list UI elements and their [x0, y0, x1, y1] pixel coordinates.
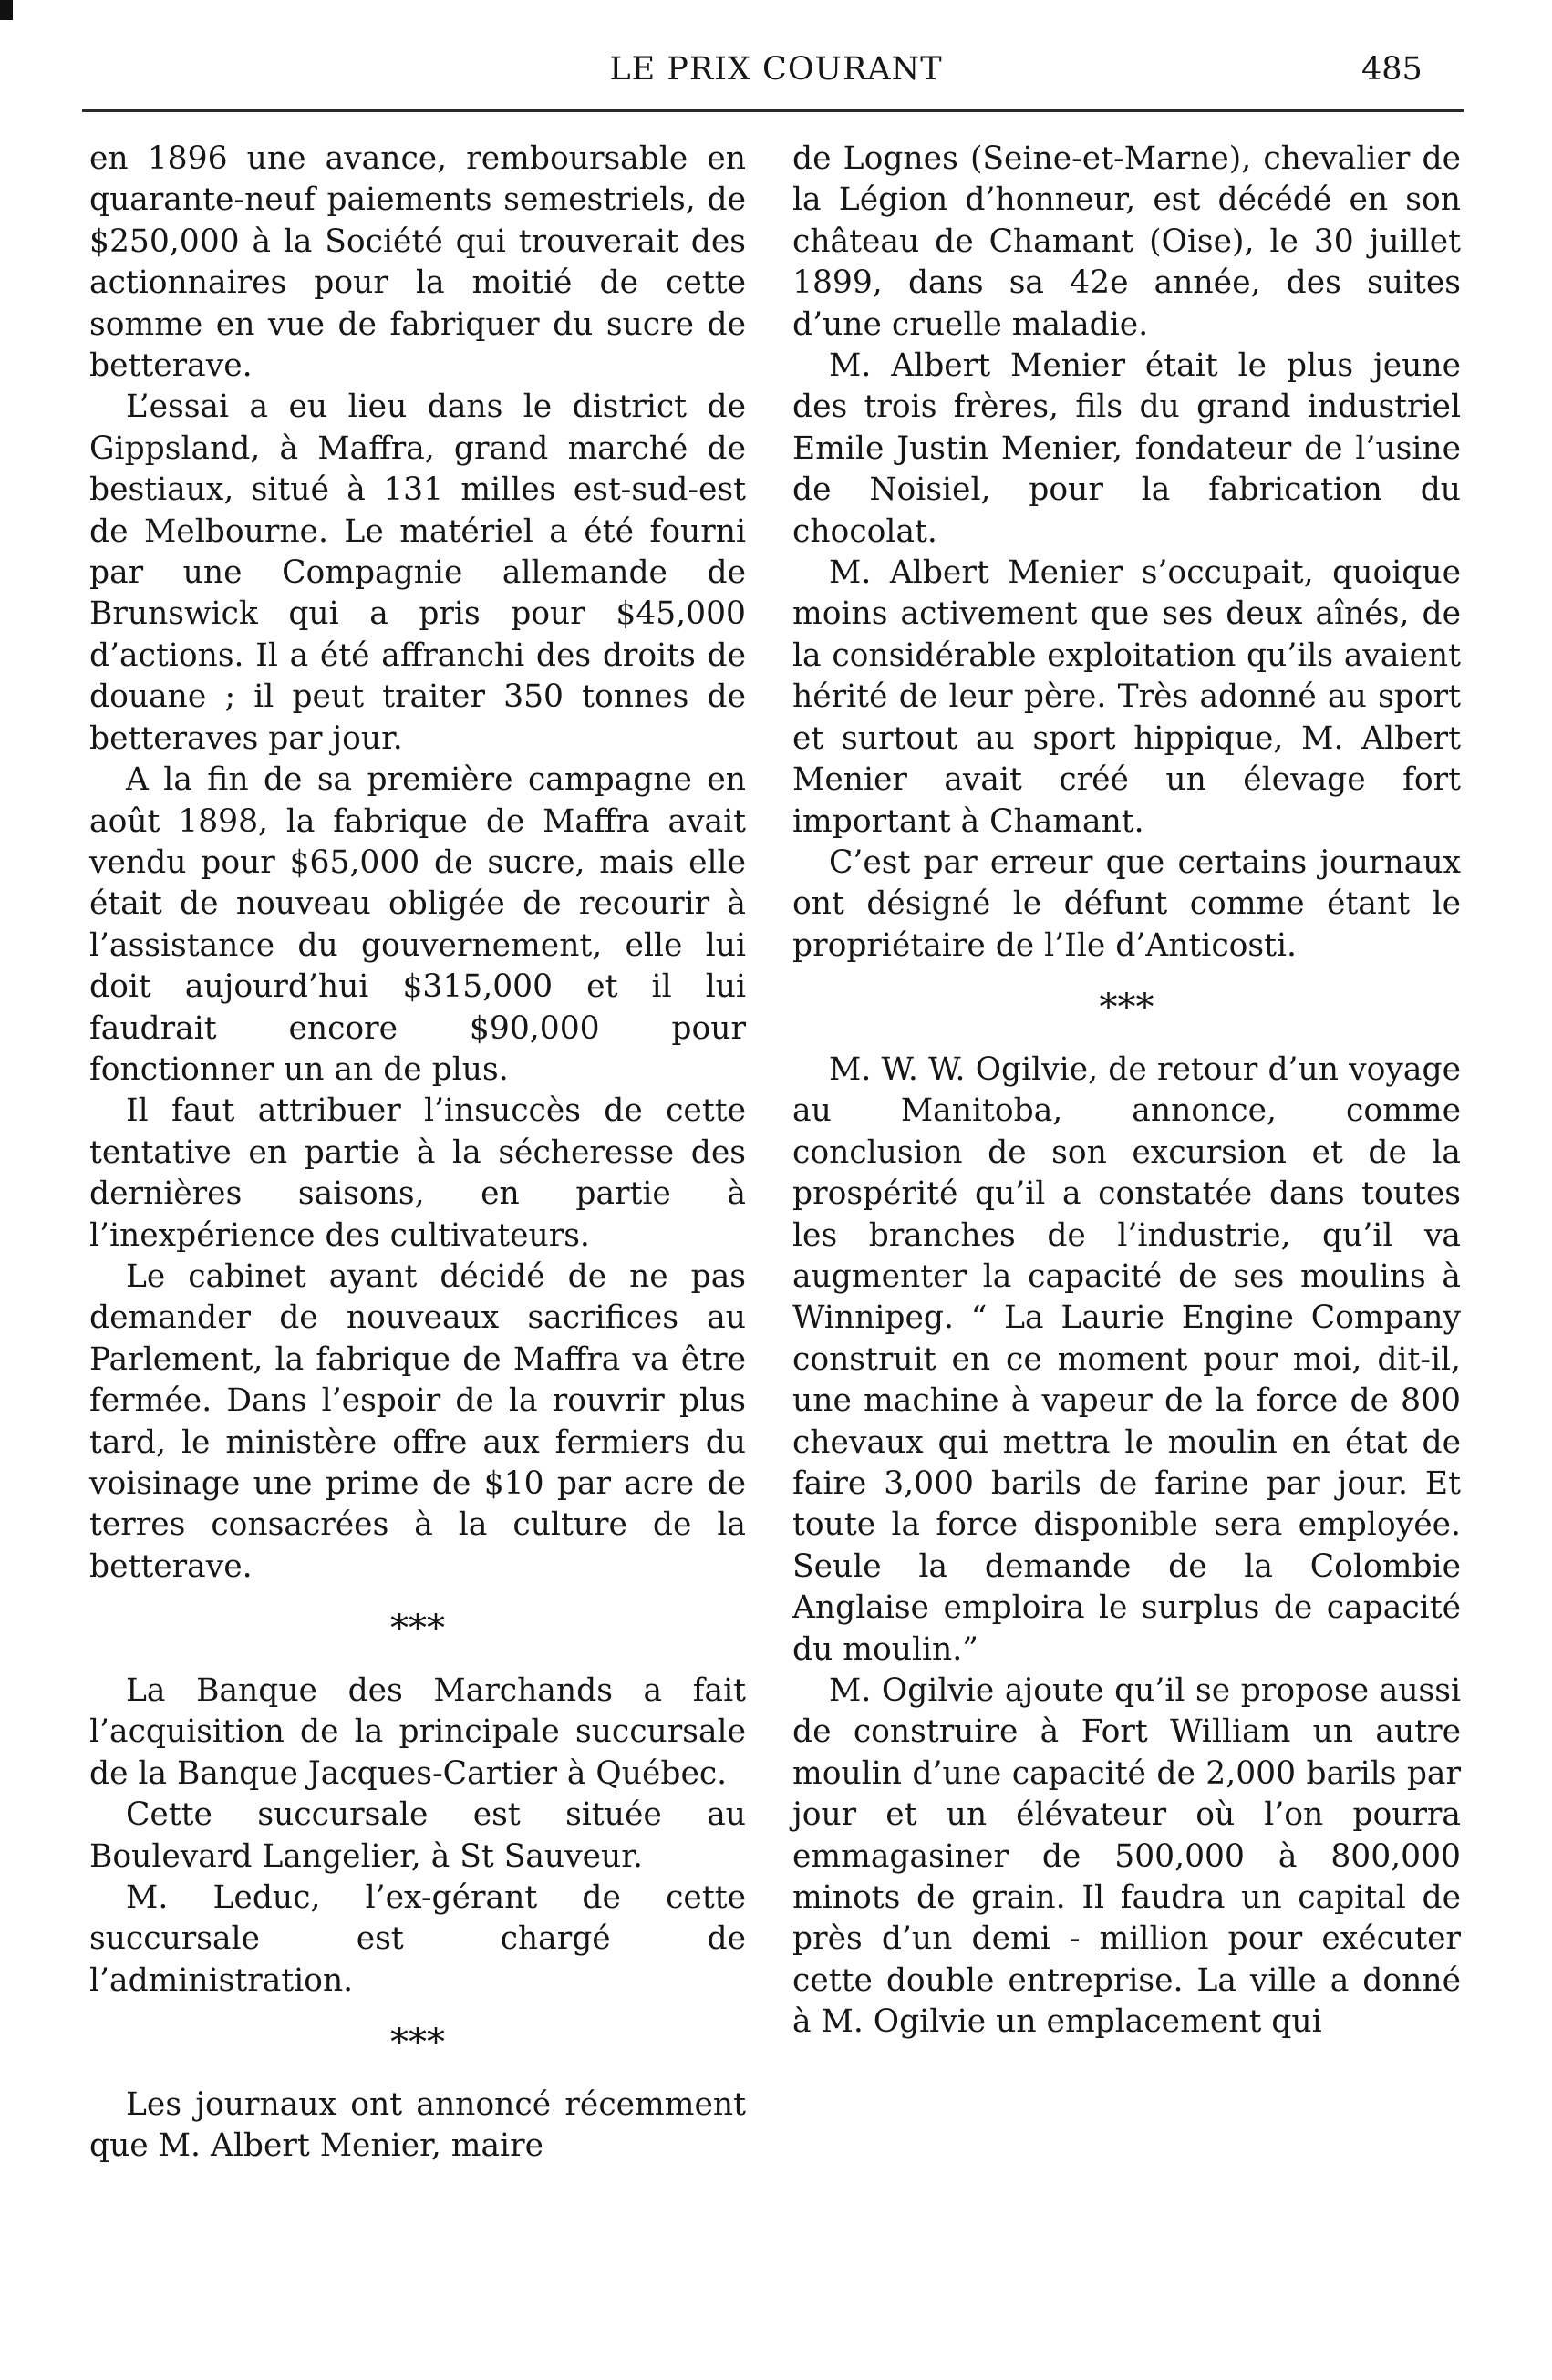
page-number: 485	[1361, 51, 1423, 88]
right-column	[792, 139, 1461, 2044]
page-header	[0, 51, 1552, 97]
paragraph: M. Albert Menier s’occupait, quoique moins activement que ses deux aînés, de la considérable exploitation qu’ils avaient hérité de leur père. Très adonné au sport et surtout au sport hippique, M. Albert Menier avait créé un élevage fort important à Chamant.	[792, 554, 1461, 840]
paragraph: M. Ogilvie ajoute qu’il se propose aussi de construire à Fort William un autre moulin d’une capacité de 2,000 barils par jour et un élévateur où l’on pourra emmagasiner de 500,000 à 800,000 minots de grain. Il faudra un capital de près d’un demi - million pour exécuter cette double entreprise. La ville a donné à M. Ogilvie un emplacement qui	[792, 1672, 1461, 2041]
paragraph: L’essai a eu lieu dans le district de Gippsland, à Maffra, grand marché de bestiaux, situé à 131 milles est-sud-est de Melbourne. Le matériel a été fourni par une Compagnie allemande de Brunswick qui a pris pour $45,000 d’actions. Il a été affranchi des droits de douane ; il peut traiter 350 tonnes de betteraves par jour.	[89, 388, 746, 757]
header-rule	[82, 109, 1464, 112]
section-separator: ***	[390, 1607, 445, 1650]
paragraph: C’est par erreur que certains journaux ont désigné le défunt comme étant le propriétaire de l’Ile d’Anticosti.	[792, 843, 1461, 964]
running-title: LE PRIX COURANT	[609, 51, 943, 88]
paragraph: Cette succursale est située au Boulevard Langelier, à St Sauveur.	[89, 1796, 746, 1875]
section-separator: ***	[1099, 986, 1154, 1029]
paragraph: A la fin de sa première campagne en août 1898, la fabrique de Maffra avait vendu pour $65,000 de sucre, mais elle était de nouveau obligée de recourir à l’assistance du gouvernement, elle lui doit aujourd’hui $315,000 et il lui faudrait encore $90,000 pour fonctionner un an de plus.	[89, 761, 746, 1088]
paragraph: Les journaux ont annoncé récemment que M. Albert Menier, maire	[89, 2086, 746, 2165]
section-separator: ***	[390, 2021, 445, 2064]
paragraph: Il faut attribuer l’insuccès de cette tentative en partie à la sécheresse des dernières saisons, en partie à l’inexpérience des cultivateurs.	[89, 1092, 746, 1254]
paragraph: M. W. W. Ogilvie, de retour d’un voyage au Manitoba, annonce, comme conclusion de son excursion et de la prospérité qu’il a constatée dans toutes les branches de l’industrie, qu’il va augmenter la capacité de ses moulins à Winnipeg. “ La Laurie Engine Company construit en ce moment pour moi, dit-il, une machine à vapeur de la force de 800 chevaux qui mettra le moulin en état de faire 3,000 barils de farine par jour. Et toute la force disponible sera employée. Seule la demande de la Colombie Anglaise emploira le surplus de capacité du moulin.”	[792, 1050, 1461, 1668]
paragraph: Le cabinet ayant décidé de ne pas demander de nouveaux sacrifices au Parlement, la fabrique de Maffra va être fermée. Dans l’espoir de la rouvrir plus tard, le ministère offre aux fermiers du voisinage une prime de $10 par acre de terres consacrées à la culture de la betterave.	[89, 1257, 746, 1585]
scan-corner-mark	[0, 0, 13, 20]
paragraph: M. Leduc, l’ex-gérant de cette succursale est chargé de l’administration.	[89, 1879, 746, 1999]
paragraph: La Banque des Marchands a fait l’acquisition de la principale succursale de la Banque Jacques-Cartier à Québec.	[89, 1672, 746, 1792]
paragraph: de Lognes (Seine-et-Marne), chevalier de la Légion d’honneur, est décédé en son château de Chamant (Oise), le 30 juillet 1899, dans sa 42e année, des suites d’une cruelle maladie.	[792, 140, 1461, 343]
paragraph: en 1896 une avance, remboursable en quarante-neuf paiements semestriels, de $250,000 à la Société qui trouverait des actionnaires pour la moitié de cette somme en vue de fabriquer du sucre de betterave.	[89, 140, 746, 385]
left-column	[89, 139, 746, 2168]
paragraph: M. Albert Menier était le plus jeune des trois frères, fils du grand industriel Emile Justin Menier, fondateur de l’usine de Noisiel, pour la fabrication du chocolat.	[792, 347, 1461, 550]
